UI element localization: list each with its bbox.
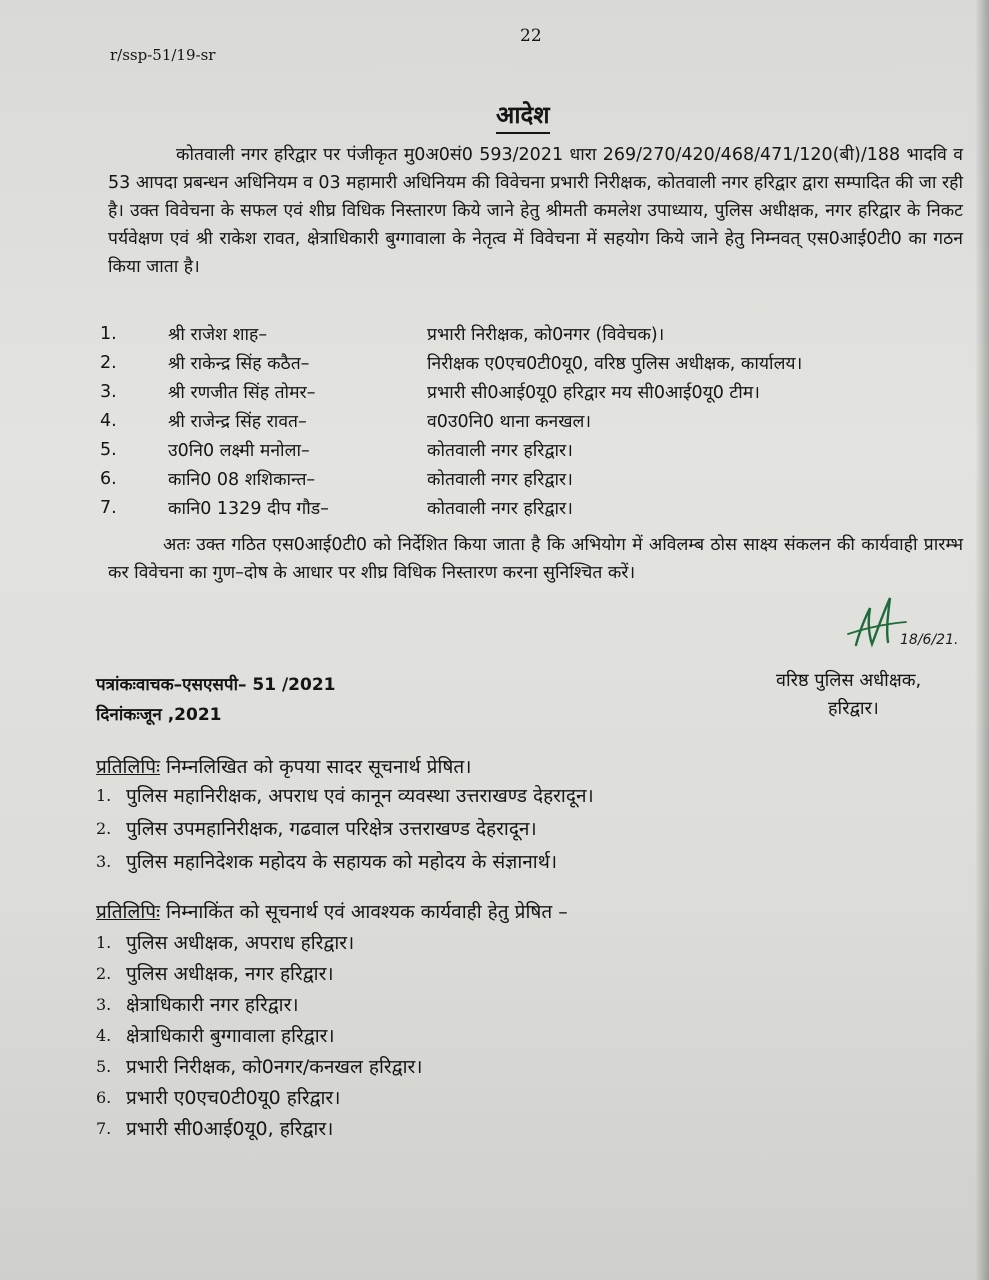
member-row [100,380,960,409]
letter-number: पत्रांकःवाचक–एसएसपी– 51 /2021 [96,675,336,695]
member-number: 6. [100,469,117,489]
member-post: निरीक्षक ए0एच0टी0यू0, वरिष्ठ पुलिस अधीक्षक, कार्यालय। [427,354,803,374]
sit-members-list [100,322,960,525]
order-paragraph-2: अतः उक्त गठित एस0आई0टी0 को निर्देशित किया जाता है कि अभियोग में अविलम्ब ठोस साक्ष्य संकलन की कार्यवाही प्रारम्भ कर विवेचना का गुण–दोष के आधार पर शीघ्र विधिक निस्तारण करना सुनिश्चित करें। [108,535,963,583]
copy-intro: निम्नलिखित को कृपया सादर सूचनार्थ प्रेषित। [159,756,472,778]
item-number: 1. [96,786,112,805]
copy-intro: निम्नाकिंत को सूचनार्थ एवं आवश्यक कार्यवाही हेतु प्रेषित – [159,901,568,923]
list-item [96,1115,896,1146]
item-number: 7. [96,1119,112,1138]
copy-list-2 [96,929,896,1146]
item-text: पुलिस उपमहानिरीक्षक, गढवाल परिक्षेत्र उत्तराखण्ड देहरादून। [126,818,537,840]
member-post: कोतवाली नगर हरिद्वार। [427,470,573,490]
list-item [96,1053,896,1084]
item-number: 1. [96,933,112,952]
item-number: 4. [96,1026,112,1045]
document-title: आदेश [496,98,550,134]
member-post: कोतवाली नगर हरिद्वार। [427,441,573,461]
copy-heading-1 [96,753,471,779]
item-text: पुलिस अधीक्षक, नगर हरिद्वार। [126,963,334,985]
member-post: प्रभारी निरीक्षक, को0नगर (विवेचक)। [427,325,665,345]
item-number: 2. [96,819,112,838]
member-number: 7. [100,498,117,518]
list-item [96,782,896,815]
signatory-location: हरिद्वार। [828,698,879,719]
member-number: 5. [100,440,117,460]
item-number: 2. [96,964,112,983]
member-name: श्री राजेन्द्र सिंह रावत– [168,412,307,432]
member-number: 1. [100,324,117,344]
member-row [100,467,960,496]
item-text: क्षेत्राधिकारी नगर हरिद्वार। [126,994,299,1016]
item-text: प्रभारी निरीक्षक, को0नगर/कनखल हरिद्वार। [126,1056,423,1078]
letter-date: दिनांकःजून ,2021 [96,705,222,725]
item-text: पुलिस महानिरीक्षक, अपराध एवं कानून व्यवस्था उत्तराखण्ड देहरादून। [126,785,594,807]
item-number: 6. [96,1088,112,1107]
order-paragraph-1: कोतवाली नगर हरिद्वार पर पंजीकृत मु0अ0सं0 593/2021 धारा 269/270/420/468/471/120(बी)/188 भादवि व 53 आपदा प्रबन्धन अधिनियम व 03 महामारी अधिनियम की विवेचना प्रभारी निरीक्षक, कोतवाली नगर हरिद्वार द्वारा सम्पादित की जा रही है। उक्त विवेचना के सफल एवं शीघ्र विधिक निस्तारण किये जाने हेतु श्रीमती कमलेश उपाध्याय, पुलिस अधीक्षक, नगर हरिद्वार के निकट पर्यवेक्षण एवं श्री राकेश रावत, क्षेत्राधिकारी बुग्गावाला के नेतृत्व में विवेचना में सहयोग किये जाने हेतु निम्नवत् एस0आई0टी0 का गठन किया जाता है। [108,145,963,277]
member-name: कानि0 1329 दीप गौड– [168,499,329,519]
member-name: श्री रणजीत सिंह तोमर– [168,383,316,403]
copy-list-1 [96,782,896,881]
member-number: 2. [100,353,117,373]
member-name: उ0नि0 लक्ष्मी मनोला– [168,441,310,461]
item-number: 3. [96,995,112,1014]
list-item [96,991,896,1022]
reference-code: r/ssp-51/19-sr [110,46,216,64]
member-number: 3. [100,382,117,402]
list-item [96,848,896,881]
member-post: व0उ0नि0 थाना कनखल। [427,412,592,432]
member-name: श्री राजेश शाह– [168,325,268,345]
copy-label: प्रतिलिपिः [96,901,160,923]
member-row [100,409,960,438]
member-post: प्रभारी सी0आई0यू0 हरिद्वार मय सी0आई0यू0 टीम। [427,383,760,403]
member-name: श्री राकेन्द्र सिंह कठैत– [168,354,310,374]
member-row [100,351,960,380]
copy-heading-2 [96,898,568,924]
page-number: 22 [520,26,542,46]
signature-date: 18/6/21. [900,632,959,648]
item-number: 3. [96,852,112,871]
member-number: 4. [100,411,117,431]
list-item [96,1022,896,1053]
copy-label: प्रतिलिपिः [96,756,160,778]
item-number: 5. [96,1057,112,1076]
member-post: कोतवाली नगर हरिद्वार। [427,499,573,519]
list-item [96,1084,896,1115]
item-text: पुलिस अधीक्षक, अपराध हरिद्वार। [126,932,355,954]
signatory-designation: वरिष्ठ पुलिस अधीक्षक, [776,670,922,691]
item-text: प्रभारी ए0एच0टी0यू0 हरिद्वार। [126,1087,341,1109]
member-row [100,496,960,525]
item-text: पुलिस महानिदेशक महोदय के सहायक को महोदय के संज्ञानार्थ। [126,851,558,873]
item-text: क्षेत्राधिकारी बुग्गावाला हरिद्वार। [126,1025,335,1047]
member-row [100,322,960,351]
member-name: कानि0 08 शशिकान्त– [168,470,316,490]
item-text: प्रभारी सी0आई0यू0, हरिद्वार। [126,1118,334,1140]
list-item [96,929,896,960]
list-item [96,815,896,848]
member-row [100,438,960,467]
list-item [96,960,896,991]
handwritten-signature [846,590,986,670]
